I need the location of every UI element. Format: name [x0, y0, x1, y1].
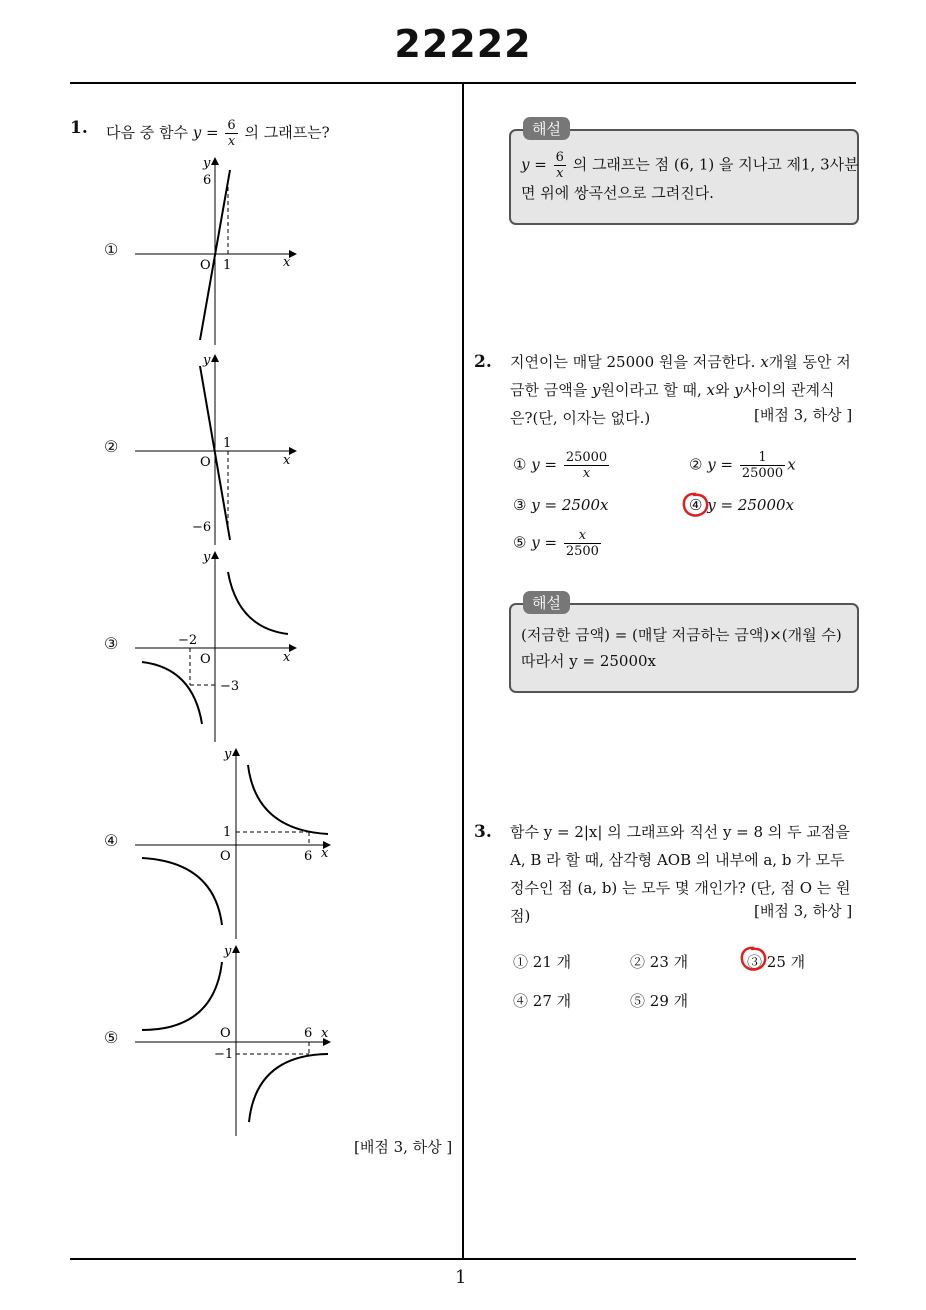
prompt-text: 의 그래프는?: [244, 123, 330, 142]
prompt-text: 다음 중 함수: [106, 123, 188, 142]
choice-mark: ④: [513, 992, 529, 1010]
choice-text: y = 2500x: [531, 496, 609, 514]
prompt-line: A, B 라 할 때, 삼각형 AOB 의 내부에 a, b 가 모두: [510, 851, 845, 869]
graph-1-label[interactable]: ①: [104, 240, 119, 259]
page-title: 22222: [394, 22, 532, 66]
x-axis-label: x: [321, 846, 329, 861]
y-axis-label: y: [224, 747, 232, 762]
x-tick: 1: [223, 436, 232, 451]
q3-choice-1[interactable]: [513, 951, 571, 972]
y-axis-label: y: [224, 944, 232, 959]
y-axis-label: y: [203, 550, 211, 565]
choice-text: 29 개: [649, 992, 689, 1010]
prompt-text: 원이라고 할 때,: [600, 381, 702, 399]
x-axis-label: x: [283, 650, 291, 665]
x-tick: −2: [178, 633, 198, 648]
origin-label: O: [200, 455, 211, 470]
choice-mark: ⑤: [630, 992, 646, 1010]
question-3-score: [배점 3, 하상 ]: [754, 902, 853, 920]
q1-graphs: [0, 0, 462, 1250]
var-y: y: [592, 381, 601, 399]
choice-mark: ③: [747, 953, 763, 971]
origin-label: O: [200, 652, 211, 667]
choice-mark: ④: [689, 496, 703, 514]
y-tick: −3: [220, 679, 240, 694]
graph-5: [135, 944, 330, 1136]
solution-tab: 해설: [523, 591, 570, 614]
x-axis-label: x: [283, 453, 291, 468]
y-axis-label: y: [203, 353, 211, 368]
fraction-denominator: x: [556, 166, 564, 181]
prompt-text: 와: [714, 381, 730, 399]
choice-text: 23 개: [649, 953, 689, 971]
q2-choice-3[interactable]: [513, 496, 608, 514]
eq-sign: =: [534, 155, 547, 174]
choice-mark: ①: [513, 455, 527, 474]
choice-text: 27 개: [532, 992, 572, 1010]
q2-choice-2[interactable]: [689, 450, 796, 481]
fraction: [554, 150, 566, 181]
eq-var: y: [521, 155, 530, 174]
fraction-denominator: 25000: [741, 466, 784, 481]
eq-var: y: [192, 123, 202, 142]
solution-text: 의 그래프는 점 (6, 1) 을 지나고 제1, 3사분: [572, 155, 859, 174]
x-axis-label: x: [321, 1026, 329, 1041]
q3-choice-2[interactable]: [630, 951, 688, 972]
solution-2-line1: (저금한 금액) = (매달 저금하는 금액)×(개월 수): [521, 626, 842, 644]
fraction: [564, 450, 609, 481]
var-x: x: [760, 353, 769, 371]
q2-choice-1[interactable]: [513, 450, 611, 481]
graph-2-label[interactable]: ②: [104, 437, 119, 456]
fraction-denominator: 2500: [565, 544, 599, 559]
var-x: x: [706, 381, 715, 399]
graph-4-label[interactable]: ④: [104, 831, 119, 850]
q3-choice-4[interactable]: [513, 990, 571, 1011]
prompt-text: 개월 동안 저: [768, 353, 851, 371]
solution-1-line2: 면 위에 쌍곡선으로 그려진다.: [521, 184, 714, 202]
graph-4: [135, 747, 330, 939]
fraction: [564, 528, 601, 559]
graph-2: [135, 353, 296, 545]
solution-tab: 해설: [523, 117, 570, 140]
column-divider: [462, 84, 464, 1260]
choice-tail: x: [787, 455, 796, 474]
prompt-text: 지연이는 매달 25000 원을 저금한다.: [510, 353, 756, 371]
choice-mark: ③: [513, 496, 527, 514]
solution-2-line2: 따라서 y = 25000x: [521, 652, 656, 670]
y-tick: −6: [192, 520, 212, 535]
fraction-numerator: x: [578, 528, 587, 543]
prompt-line: 점): [510, 907, 531, 925]
choice-text: 21 개: [532, 953, 572, 971]
fraction-numerator: 6: [555, 150, 564, 165]
prompt-line: 정수인 점 (a, b) 는 모두 몇 개인가? (단, 점 O 는 원: [510, 879, 851, 897]
x-tick: 1: [223, 258, 232, 273]
graph-3: [135, 550, 296, 742]
prompt-text: 은?(단, 이자는 없다.): [510, 409, 651, 427]
q3-choice-5[interactable]: [630, 990, 688, 1011]
prompt-text: 사이의 관계식: [742, 381, 835, 399]
x-tick: 6: [304, 1026, 313, 1041]
y-tick: 1: [223, 825, 232, 840]
question-2-number: 2.: [474, 352, 492, 372]
choice-text: 25 개: [766, 953, 806, 971]
x-tick: 6: [304, 849, 313, 864]
question-1-score: [배점 3, 하상 ]: [354, 1138, 453, 1156]
answer-circle-icon: [738, 944, 770, 974]
answer-circle-icon: [680, 490, 712, 520]
y-tick: 6: [203, 173, 212, 188]
choice-mark: ⑤: [513, 533, 527, 552]
choice-lhs: y =: [707, 455, 734, 474]
origin-label: O: [220, 1026, 231, 1041]
fraction: [740, 450, 785, 481]
fraction-denominator: x: [227, 134, 236, 149]
fraction-numerator: 25000: [565, 450, 608, 465]
origin-label: O: [220, 849, 231, 864]
graph-1: [135, 156, 296, 345]
prompt-text: 금한 금액을: [510, 381, 588, 399]
choice-mark: ②: [630, 953, 646, 971]
fraction-denominator: x: [582, 466, 591, 481]
choice-lhs: y =: [531, 455, 558, 474]
fraction-numerator: 6: [227, 118, 236, 133]
question-3-number: 3.: [474, 822, 492, 842]
y-axis-label: y: [203, 156, 211, 171]
footer-rule: [70, 1258, 856, 1260]
origin-label: O: [200, 258, 211, 273]
y-tick: −1: [214, 1047, 234, 1062]
choice-mark: ①: [513, 953, 529, 971]
page-number: 1: [455, 1267, 467, 1288]
fraction-numerator: 1: [740, 450, 785, 466]
solution-1-line1: [521, 150, 859, 181]
graph-3-label[interactable]: ③: [104, 634, 119, 653]
graph-5-label[interactable]: ⑤: [104, 1028, 119, 1047]
question-1-number: 1.: [70, 118, 88, 138]
choice-mark: ②: [689, 455, 703, 474]
prompt-line: 함수 y = 2|x| 의 그래프와 직선 y = 8 의 두 교점을: [510, 823, 850, 841]
eq-sign: =: [206, 123, 219, 142]
var-y: y: [734, 381, 743, 399]
question-2-score: [배점 3, 하상 ]: [754, 406, 853, 424]
x-axis-label: x: [283, 255, 291, 270]
choice-lhs: y =: [531, 533, 558, 552]
q2-choice-5[interactable]: [513, 528, 603, 559]
choice-text: y = 25000x: [707, 496, 794, 514]
